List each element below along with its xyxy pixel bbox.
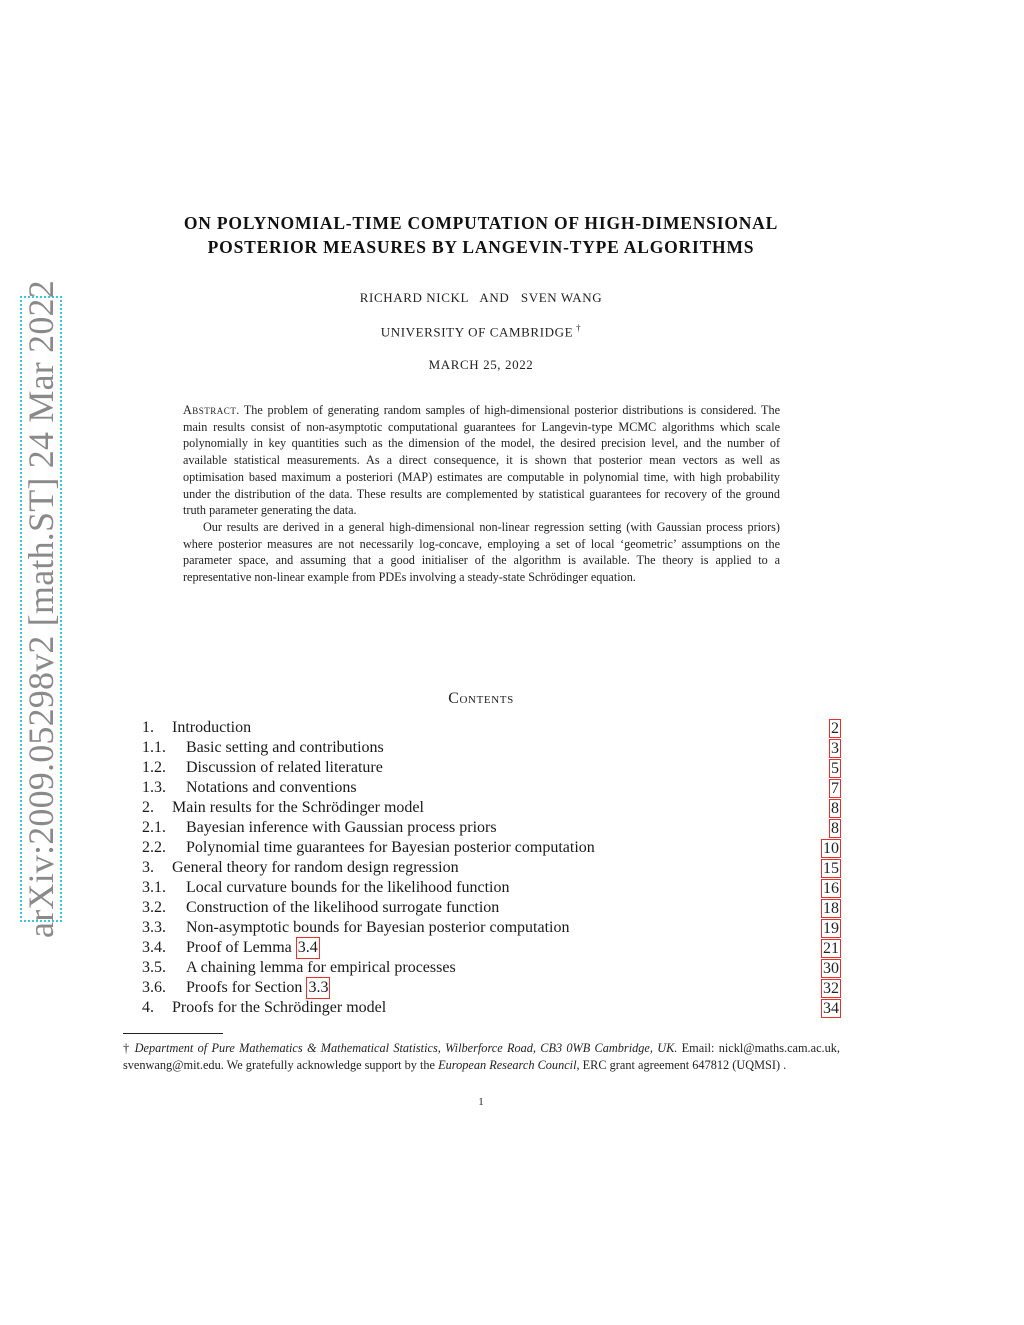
toc-entry-title: Polynomial time guarantees for Bayesian posterior computation xyxy=(186,839,595,856)
toc-entry[interactable] xyxy=(142,858,842,878)
footnote-rule xyxy=(123,1033,223,1034)
toc-entry-page-link[interactable]: 8 xyxy=(831,800,839,817)
toc-entry-number: 3.3. xyxy=(142,919,166,936)
toc-entry[interactable] xyxy=(142,838,842,858)
abstract xyxy=(183,402,780,586)
authors: RICHARD NICKL AND SVEN WANG xyxy=(359,290,603,305)
abstract-paragraph-1-text: The problem of generating random samples of high-dimensional posterior distributions is considered. The main results consist of non-asymptotic computational guarantees for Langevin-type MCMC algorithms which scale polynomially in key quantities such as the dimension of the model, the desired precision level, and the number of available statistical measurements. As a direct consequence, it is shown that posterior mean vectors as well as optimisation based maximum a posteriori (MAP) estimates are computable in polynomial time, with high probability under the distribution of the data. These results are complemented by statistical guarantees for recovery of the ground truth parameter generating the data. xyxy=(183,403,780,518)
toc-entry-title: Notations and conventions xyxy=(186,779,357,796)
footnote-grant: , ERC grant agreement 647812 (UQMSI) . xyxy=(576,1058,787,1072)
toc-entry-title: Proof of Lemma xyxy=(186,939,292,956)
footnote-funder: European Research Council xyxy=(438,1058,577,1072)
toc-entry[interactable] xyxy=(142,778,842,798)
toc-entry[interactable] xyxy=(142,918,842,938)
affiliation-footnote-mark[interactable]: † xyxy=(576,323,582,333)
toc-entry-number: 1.3. xyxy=(142,779,166,796)
toc-entry-title: General theory for random design regression xyxy=(172,859,459,876)
affiliation-text: UNIVERSITY OF CAMBRIDGE xyxy=(380,324,574,340)
toc-entry[interactable] xyxy=(142,738,842,758)
toc-entry-page-link[interactable]: 16 xyxy=(823,880,839,897)
toc-entry-title: Main results for the Schrödinger model xyxy=(172,799,424,816)
toc-entry-page-link[interactable]: 5 xyxy=(831,760,839,777)
toc-entry-page-link[interactable]: 3 xyxy=(831,740,839,757)
paper-title-line-1: ON POLYNOMIAL-TIME COMPUTATION OF HIGH-DIMENSIONAL xyxy=(183,213,779,233)
page-number: 1 xyxy=(478,1096,484,1108)
toc-entry[interactable] xyxy=(142,818,842,838)
toc-entry-title: Proofs for the Schrödinger model xyxy=(172,999,387,1016)
toc-entry-number: 1.1. xyxy=(142,739,166,756)
toc-entry-title: Basic setting and contributions xyxy=(186,739,384,756)
toc-entry-number: 3. xyxy=(142,859,154,876)
toc-entry[interactable] xyxy=(142,718,842,738)
toc-entry-title: Introduction xyxy=(172,719,252,736)
toc-entry[interactable] xyxy=(142,758,842,778)
table-of-contents xyxy=(142,718,842,1018)
toc-entry-number: 3.6. xyxy=(142,979,166,996)
toc-entry-number: 2. xyxy=(142,799,154,816)
footnote-email: Email: nickl@maths.cam.ac.uk, svenwang@mit.edu. We gratefully acknowledge support by the xyxy=(123,1041,840,1072)
toc-entry[interactable] xyxy=(142,898,842,918)
toc-entry[interactable] xyxy=(142,978,842,998)
toc-entry-page-link[interactable]: 30 xyxy=(823,960,839,977)
abstract-label: Abstract. xyxy=(183,403,240,417)
paper-date: MARCH 25, 2022 xyxy=(428,357,534,372)
toc-entry-page-link[interactable]: 32 xyxy=(823,980,839,997)
toc-entry-page-link[interactable]: 10 xyxy=(823,840,839,857)
toc-entry-title: Local curvature bounds for the likelihood function xyxy=(186,879,510,896)
footnote xyxy=(123,1040,840,1074)
toc-entry-page-link[interactable]: 19 xyxy=(823,920,839,937)
toc-entry-page-link[interactable]: 8 xyxy=(831,820,839,837)
arxiv-identifier-stamp[interactable] xyxy=(20,280,62,938)
toc-entry-number: 3.4. xyxy=(142,939,166,956)
toc-entry[interactable] xyxy=(142,958,842,978)
toc-entry-cross-reference-link[interactable]: 3.3 xyxy=(306,977,330,999)
toc-entry-title: Bayesian inference with Gaussian process priors xyxy=(186,819,497,836)
toc-entry-number: 3.2. xyxy=(142,899,166,916)
toc-entry-title: Discussion of related literature xyxy=(186,759,383,776)
abstract-paragraph-2: Our results are derived in a general high-dimensional non-linear regression setting (with Gaussian process priors) where posterior measures are not necessarily log-concave, employing a set of local ‘geometric’ assumptions on the parameter space, and assuming that a good initialiser of the algorithm is available. The theory is applied to a representative non-linear example from PDEs involving a steady-state Schrödinger equation. xyxy=(183,519,780,585)
toc-entry-number: 2.1. xyxy=(142,819,166,836)
toc-entry-number: 3.1. xyxy=(142,879,166,896)
footnote-text xyxy=(123,1040,840,1074)
toc-entry-page-link[interactable]: 7 xyxy=(831,780,839,797)
arxiv-identifier-text: arXiv:2009.05298v2 [math.ST] 24 Mar 2022 xyxy=(21,280,61,938)
toc-entry-page-link[interactable]: 34 xyxy=(823,1000,839,1017)
toc-entry-cross-reference-link[interactable]: 3.4 xyxy=(296,937,320,959)
toc-entry-page-link[interactable]: 18 xyxy=(823,900,839,917)
toc-entry[interactable] xyxy=(142,878,842,898)
toc-entry[interactable] xyxy=(142,798,842,818)
toc-entry[interactable] xyxy=(142,938,842,958)
toc-entry-title: Proofs for Section xyxy=(186,979,303,996)
toc-entry-number: 2.2. xyxy=(142,839,166,856)
toc-entry-page-link[interactable]: 2 xyxy=(831,720,839,737)
paper-title-line-2: POSTERIOR MEASURES BY LANGEVIN-TYPE ALGORITHMS xyxy=(207,237,755,257)
footnote-department: Department of Pure Mathematics & Mathematical Statistics, Wilberforce Road, CB3 0WB Cambridge, UK. xyxy=(134,1041,678,1055)
toc-entry-page-link[interactable]: 21 xyxy=(823,940,839,957)
toc-entry-title: Non-asymptotic bounds for Bayesian posterior computation xyxy=(186,919,570,936)
toc-entry[interactable] xyxy=(142,998,842,1018)
toc-entry-number: 4. xyxy=(142,999,154,1016)
footnote-mark: † xyxy=(123,1041,131,1055)
abstract-paragraph-1 xyxy=(183,402,780,519)
toc-entry-number: 3.5. xyxy=(142,959,166,976)
affiliation xyxy=(120,323,842,340)
toc-entry-number: 1.2. xyxy=(142,759,166,776)
toc-entry-number: 1. xyxy=(142,719,154,736)
toc-entry-page-link[interactable]: 15 xyxy=(823,860,839,877)
contents-heading: Contents xyxy=(448,690,514,707)
toc-entry-title: A chaining lemma for empirical processes xyxy=(186,959,456,976)
toc-entry-title: Construction of the likelihood surrogate function xyxy=(186,899,500,916)
